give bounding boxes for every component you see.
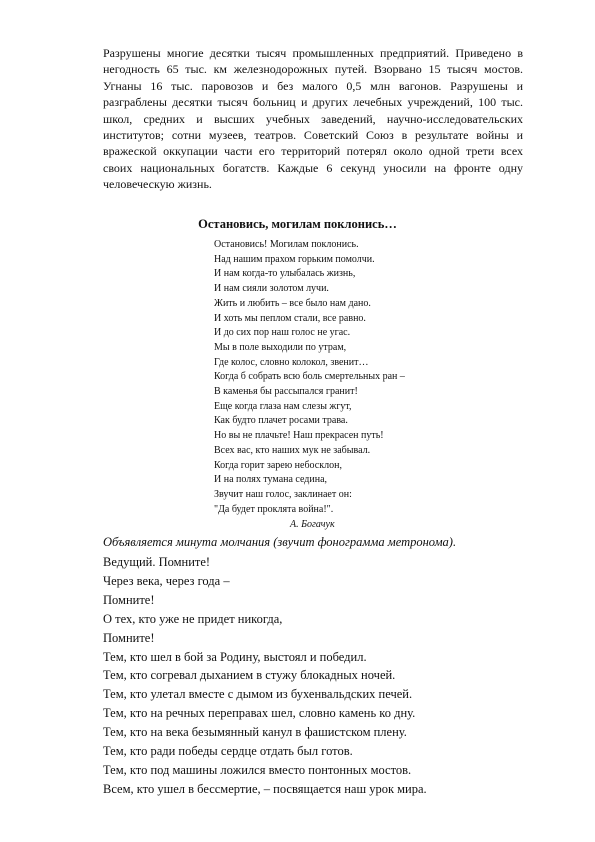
poem-line: И на полях тумана седина,: [214, 474, 328, 486]
dialog-line: О тех, кто уже не придет никогда,: [103, 611, 283, 626]
poem-line: И нам когда-то улыбалась жизнь,: [214, 268, 356, 280]
poem-line: Но вы не плачьте! Наш прекрасен путь!: [214, 430, 384, 442]
dialog-speaker-line: Ведущий. Помните!: [103, 555, 211, 569]
dialog-line: Тем, кто улетал вместе с дымом из бухенвальдских печей.: [103, 687, 413, 702]
poem-line: Когда горит зарею небосклон,: [214, 459, 342, 471]
dialog-line: Тем, кто на века безымянный канул в фашистском плену.: [103, 725, 407, 740]
dialog-line: Тем, кто ради победы сердце отдать был готов.: [103, 744, 353, 759]
dialog-line: Тем, кто согревал дыханием в стужу блокадных ночей.: [103, 668, 396, 683]
dialog-line: Помните!: [103, 630, 155, 645]
poem-line: И нам сияли золотом лучи.: [214, 283, 329, 295]
dialog-line: Тем, кто под машины ложился вместо понтонных мостов.: [103, 762, 412, 777]
poem-line: Всех вас, кто наших мук не забывал.: [214, 444, 371, 456]
poem-line: Остановись! Могилам поклонись.: [214, 239, 359, 250]
poem-line: Звучит наш голос, заклинает он:: [214, 488, 352, 500]
poem-line: Мы в поле выходили по утрам,: [214, 341, 347, 353]
poem-line: Где колос, словно колокол, звенит…: [214, 356, 369, 368]
poem-line: Над нашим прахом горьким помолчи.: [214, 253, 375, 265]
poem-line: И до сих пор наш голос не угас.: [214, 327, 351, 339]
poem-line: Как будто плачет росами трава.: [214, 415, 348, 427]
dialog-line: Тем, кто шел в бой за Родину, выстоял и победил.: [103, 649, 367, 664]
poem-title: Остановись, могилам поклонись…: [198, 217, 397, 231]
poem-line: "Да будет проклята война!".: [214, 503, 334, 515]
poem-line: Жить и любить – все было нам дано.: [214, 297, 371, 309]
poem-line: В каменья бы рассыпался гранит!: [214, 386, 358, 398]
minute-of-silence-note: Объявляется минута молчания (звучит фонограмма метронома).: [103, 535, 457, 549]
dialog-line: Помните!: [103, 592, 155, 607]
dialog-block: [103, 553, 543, 799]
dialog-line: Тем, кто на речных переправах шел, словно камень ко дну.: [103, 706, 416, 721]
dialog-line: Всем, кто ушел в бессмертие, – посвящается наш урок мира.: [103, 781, 427, 796]
intro-paragraph: Разрушены многие десятки тысяч промышленных предприятий. Приведено в негодность 65 тыс. км железнодорожных путей. Взорвано 15 тысяч мостов. Угнаны 16 тыс. паровозов и без малого 0,5 млн вагонов. Разрушены и разграблены десятки тысяч больниц и других лечебных учреждений, 100 тыс. школ, средних и высших учебных заведений, научно-исследовательских институтов; сотни музеев, театров. Советский Союз в результате войны и вражеской оккупации части его территорий потерял около одной трети всех своих национальных богатств. Каждые 6 секунд уносили на фронте одну человеческую жизнь.: [103, 46, 523, 192]
dialog-line: Через века, через года –: [103, 573, 230, 588]
poem-line: Когда б собрать всю боль смертельных ран –: [214, 371, 405, 383]
poem-body: [214, 238, 534, 517]
poem-line: Еще когда глаза нам слезы жгут,: [214, 400, 352, 412]
poem-line: И хоть мы пеплом стали, все равно.: [214, 312, 366, 324]
poem-author: А. Богачук: [290, 519, 335, 530]
